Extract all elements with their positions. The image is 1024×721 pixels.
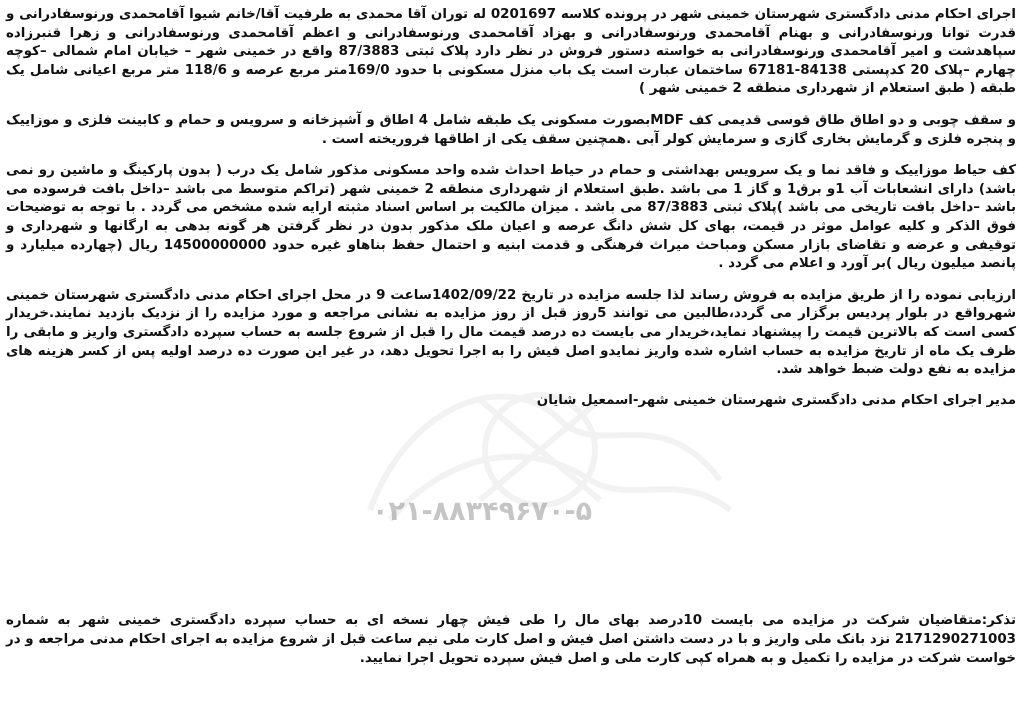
paragraph-building-description: و سقف چوبی و دو اطاق طاق قوسی قدیمی کف MDFبصورت مسکونی یک طبقه شامل 4 اطاق و آشپزخانه و سرویس و حمام و کابینت فلزی و موزاییک و پنجره فلزی و گرمایش بخاری گازی و سرمایش کولر آبی .همچنین سقف یکی از اطاقها فروریخته است . — [6, 112, 1016, 147]
phone-watermark: ۰۲۱-۸۸۳۴۹۶۷۰-۵ — [372, 496, 593, 527]
signature-line: مدیر اجرای احکام مدنی دادگستری شهرستان خمینی شهر-اسمعیل شایان — [536, 392, 1016, 408]
note-paragraph: تذکر:متقاضیان شرکت در مزایده می بایست 10درصد بهای مال را طی فیش چهار نسخه ای به حساب سپرده دادگستری خمینی شهر به شماره 2171290271003 نزد بانک ملی واریز و با در دست داشتن اصل فیش و اصل کارت ملی نیم ساعت قبل از شروع مزایده به اجرای احکام مدنی مراجعه و در خواست شرکت در مزایده را تکمیل و به همراه کپی کارت ملی و اصل فیش سپرده تحویل اجرا نمایید. — [6, 613, 1017, 666]
paragraph-auction-terms: ارزیابی نموده را از طریق مزایده به فروش رساند لذا جلسه مزایده در تاریخ 1402/09/22ساعت 9 در محل اجرای احکام مدنی دادگستری شهرستان خمینی شهرواقع در بلوار پردیس برگزار می گردد،طالبین می توانند 5روز قبل از روز مزایده به نشانی مراجعه و مورد مزایده را از نزدیک بازدید نمایند.خریدار کسی است که بالاترین قیمت را پیشنهاد نماید،خریدار می بایست ده درصد قیمت مال را قبل از شروع جلسه به حساب سپرده دادگستری واریز و مابقی را ظرف یک ماه از تاریخ مزایده به حساب اشاره شده واریز نمایدو اصل فیش را به اجرا تحویل دهد، در غیر این صورت ده درصد اولیه پس از کسر هزینه های مزایده به نفع دولت ضبط خواهد شد. — [6, 287, 1017, 378]
paragraph-valuation: کف حیاط موزاییک و فاقد نما و یک سرویس بهداشتی و حمام در حیاط احداث شده واحد مسکونی مذکور شامل یک درب ( بدون پارکینگ و ماشین رو نمی باشد) دارای انشعابات آب 1و برق1 و گاز 1 می باشد .طبق استعلام از شهرداری منطقه 2 خمینی شهر (تراکم متوسط می باشد –داخل بافت فرسوده می باشد –داخل بافت تاریخی می باشد )پلاک ثبتی 87/3883 می باشد . میزان مالکیت بر اساس اسناد مثبته ارایه شده مشخص می گردد . با توجه به توضیحات فوق الذکر و کلیه عوامل موثر در قیمت، بهای کل شش دانگ عرصه و اعیان ملک مذکور بدون در نظر گرفتن هر گونه بدهی به ارگانها و شهرداری و توقیفی و عرضه و تقاضای بازار مسکن ومباحث میراث فرهنگی و قدمت ابنیه و احتمال حفظ بناهاو غیره حدود 14500000000 ریال (چهارده میلیارد و پانصد میلیون ریال )بر آورد و اعلام می گردد . — [6, 163, 1016, 272]
paragraph-intro: اجرای احکام مدنی دادگستری شهرستان خمینی شهر در پرونده کلاسه 0201697 له توران آقا محمدی به طرفیت آقا/خانم شیوا آقامحمدی ورنوسفادرانی و قدرت توانا ورنوسفادرانی و بهنام آقامحمدی ورنوسفادرانی و بهزاد آقامحمدی ورنوسفادرانی و اعظم آقامحمدی ورنوسفادرانی و زهرا قنبرزاده سپاهدشت و امیر آقامحمدی ورنوسفادرانی به خواسته دستور فروش در نظر دارد پلاک ثبتی 87/3883 واقع در خمینی شهر – خیابان امام شمالی –کوچه چهارم –پلاک 20 کدپستی 84138-67181 ساختمان عبارت است یک باب منزل مسکونی با حدود 169/0متر مربع عرصه و 118/6 متر مربع اعیانی شامل یک طبقه ( طبق استعلام از شهرداری منطقه 2 خمینی شهر ) — [6, 7, 1017, 97]
document-body — [6, 6, 1016, 416]
